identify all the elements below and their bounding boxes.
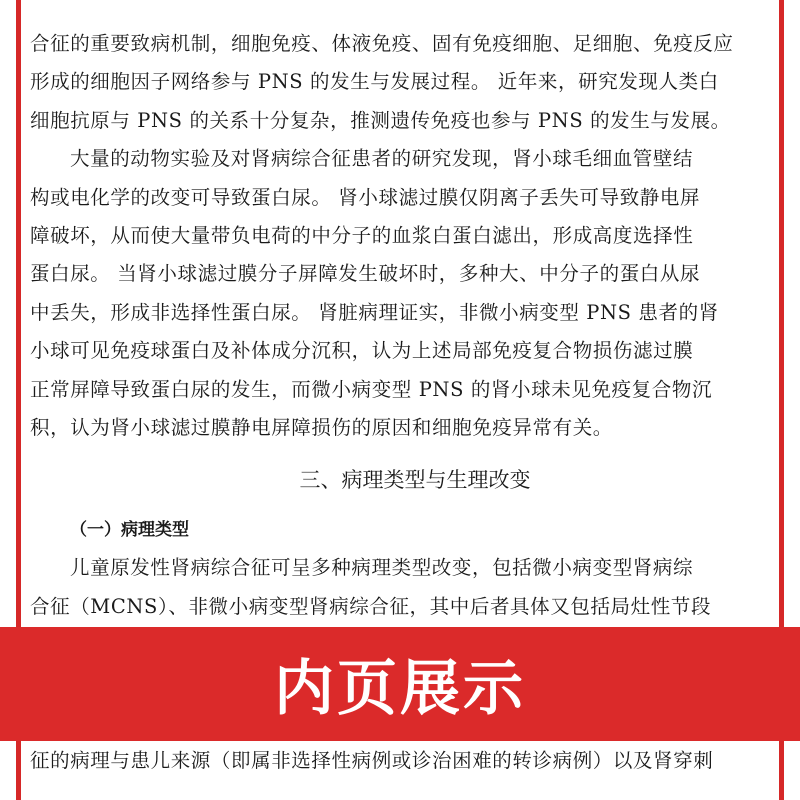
section-heading: 三、病理类型与生理改变 (299, 468, 531, 493)
text-line: 大量的动物实验及对肾病综合征患者的研究发现，肾小球毛细血管壁结 (70, 147, 694, 171)
text-line: 中丢失，形成非选择性蛋白尿。 肾脏病理证实，非微小病变型 PNS 患者的肾 (30, 300, 719, 324)
banner-title: 内页展示 (274, 654, 526, 724)
text-line: 形成的细胞因子网络参与 PNS 的发生与发展过程。 近年来，研究发现人类白 (30, 70, 719, 94)
text-line: 构或电化学的改变可导致蛋白尿。 肾小球滤过膜仅阴离子丢失可导致静电屏 (30, 185, 701, 209)
text-line: 蛋白尿。 当肾小球滤过膜分子屏障发生破坏时，多种大、中分子的蛋白从尿 (30, 262, 701, 286)
text-line: 细胞抗原与 PNS 的关系十分复杂，推测遗传免疫也参与 PNS 的发生与发展。 (30, 108, 731, 132)
text-line: 障破坏，从而使大量带负电荷的中分子的血浆白蛋白滤出，形成高度选择性 (30, 223, 694, 247)
text-line: 合征的重要致病机制，细胞免疫、体液免疫、固有免疫细胞、足细胞、免疫反应 (30, 32, 734, 55)
text-line: 合征（MCNS）、非微小病变型肾病综合征，其中后者具体又包括局灶性节段 (30, 594, 712, 618)
text-line: 正常屏障导致蛋白尿的发生，而微小病变型 PNS 的肾小球未见免疫复合物沉 (30, 377, 713, 401)
text-line: 小球可见免疫球蛋白及补体成分沉积，认为上述局部免疫复合物损伤滤过膜 (30, 339, 694, 363)
text-line: 征的病理与患儿来源（即属非选择性病例或诊治困难的转诊病例）以及肾穿刺 (30, 749, 714, 772)
text-line: 积，认为肾小球滤过膜静电屏障损伤的原因和细胞免疫异常有关。 (30, 415, 613, 439)
subsection-heading: （一）病理类型 (70, 520, 189, 541)
promo-banner (0, 627, 800, 741)
text-line: 儿童原发性肾病综合征可呈多种病理类型改变，包括微小病变型肾病综 (70, 556, 694, 580)
